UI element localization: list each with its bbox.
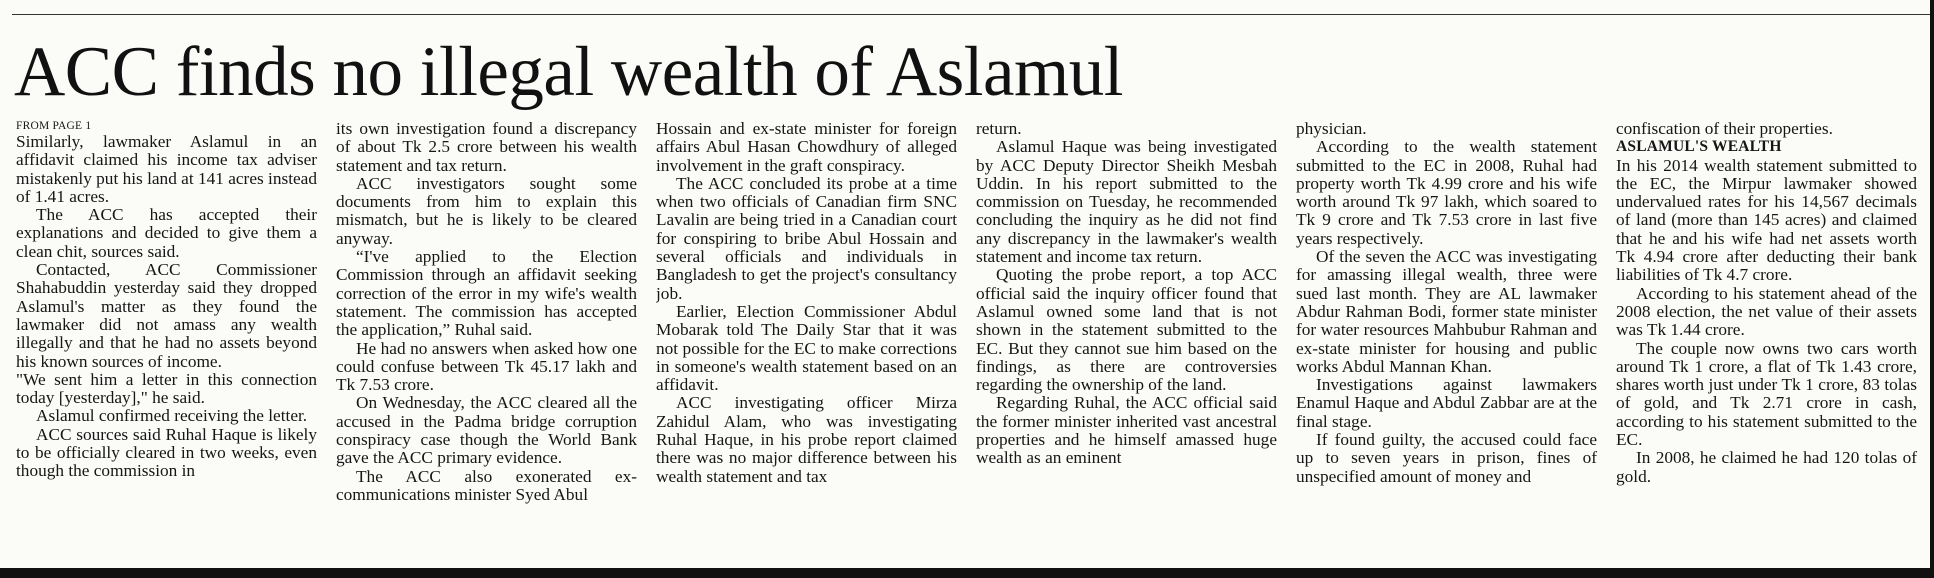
paragraph: Similarly, lawmaker Aslamul in an affidavit claimed his income tax adviser mistakenly put his land at 141 acres instead of 1.41 acres. xyxy=(16,132,317,206)
column-5 xyxy=(1296,120,1597,568)
paragraph: its own investigation found a discrepancy of about Tk 2.5 crore between his wealth statement and tax return. xyxy=(336,120,637,175)
subheading: ASLAMUL'S WEALTH xyxy=(1616,138,1782,156)
paragraph: ACC investigating officer Mirza Zahidul Alam, who was investigating Ruhal Haque, in his probe report claimed there was no major difference between his wealth statement and tax xyxy=(656,393,957,486)
paragraph: Aslamul Haque was being investigated by ACC Deputy Director Sheikh Mesbah Uddin. In his report submitted to the commission on Tuesday, he recommended concluding the inquiry as he did not find any discrepancy in the lawmaker's wealth statement and income tax return. xyxy=(976,137,1277,267)
column-6 xyxy=(1616,120,1917,568)
paragraph: Hossain and ex-state minister for foreign affairs Abul Hasan Chowdhury of alleged involvement in the graft conspiracy. xyxy=(656,120,957,175)
kicker: FROM PAGE 1 xyxy=(16,120,92,132)
paragraph: Regarding Ruhal, the ACC official said the former minister inherited vast ancestral properties and he himself amassed huge wealth as an eminent xyxy=(976,393,1277,468)
paragraph: In his 2014 wealth statement submitted to the EC, the Mirpur lawmaker showed undervalued rates for his 14,567 decimals of land (more than 145 acres) and claimed that he and his wife had net assets worth Tk 4.94 crore after deducting their bank liabilities of Tk 4.7 crore. xyxy=(1616,155,1917,285)
paragraph: Aslamul confirmed receiving the letter. xyxy=(36,406,308,426)
top-rule xyxy=(12,14,1930,15)
paragraph: In 2008, he claimed he had 120 tolas of gold. xyxy=(1616,448,1917,486)
paragraph: "We sent him a letter in this connection today [yesterday]," he said. xyxy=(16,369,317,408)
paragraph: The ACC also exonerated ex-communications minister Syed Abul xyxy=(336,466,637,504)
article-body xyxy=(16,120,1920,568)
paragraph: confiscation of their properties. xyxy=(1616,120,1833,138)
column-4 xyxy=(976,120,1277,568)
paragraph: ACC investigators sought some documents from him to explain this mismatch, but he is likely to be cleared anyway. xyxy=(336,173,637,248)
clipped-text-strip xyxy=(0,0,1934,14)
paragraph: The ACC concluded its probe at a time when two officials of Canadian firm SNC Lavalin are being tried in a Canadian court for conspiring to bribe Abul Hossain and several officials and individuals in Bangladesh to get the project's consultancy job. xyxy=(656,173,957,303)
paragraph: return. xyxy=(976,120,1022,138)
paragraph: According to his statement ahead of the 2008 election, the net value of their assets was Tk 1.44 crore. xyxy=(1616,283,1917,340)
headline: ACC finds no illegal wealth of Aslamul xyxy=(14,33,1123,111)
paragraph: Investigations against lawmakers Enamul Haque and Abdul Zabbar are at the final stage. xyxy=(1296,375,1597,431)
page-edge-bottom xyxy=(0,568,1934,578)
paragraph: physician. xyxy=(1296,120,1367,138)
column-2 xyxy=(336,120,637,568)
paragraph: If found guilty, the accused could face up to seven years in prison, fines of unspecified amount of money and xyxy=(1296,430,1597,486)
paragraph: The ACC has accepted their explanations and decided to give them a clean chit, sources said. xyxy=(16,205,317,261)
paragraph: Earlier, Election Commissioner Abdul Mobarak told The Daily Star that it was not possible for the EC to make corrections in someone's wealth statement based on an affidavit. xyxy=(656,301,957,395)
paragraph: Contacted, ACC Commissioner Shahabuddin yesterday said they dropped Aslamul's matter as they found the lawmaker did not amass any wealth illegally and that he had no assets beyond his known sources of income. xyxy=(16,260,317,371)
paragraph: The couple now owns two cars worth around Tk 1 crore, a flat of Tk 1.43 crore, shares worth just under Tk 1 crore, 83 tolas of gold, and Tk 2.71 crore in cash, according to his statement submitted to the EC. xyxy=(1616,338,1917,450)
paragraph: ACC sources said Ruhal Haque is likely to be officially cleared in two weeks, even though the commission in xyxy=(16,424,317,481)
paragraph: He had no answers when asked how one could confuse between Tk 45.17 lakh and Tk 7.53 crore. xyxy=(336,338,637,395)
paragraph: According to the wealth statement submitted to the EC in 2008, Ruhal had property worth Tk 4.99 crore and his wife worth around Tk 97 lakh, which soared to Tk 9 crore and Tk 7.53 crore in last five years respectively. xyxy=(1296,137,1597,248)
page-edge-right xyxy=(1930,0,1934,578)
column-1 xyxy=(16,120,317,568)
paragraph: On Wednesday, the ACC cleared all the accused in the Padma bridge corruption conspiracy case though the World Bank gave the ACC primary evidence. xyxy=(336,393,637,468)
paragraph: Quoting the probe report, a top ACC official said the inquiry officer found that Aslamul owned some land that is not shown in the statement submitted to the EC. But they cannot sue him based on the findings, as there are controversies regarding the ownership of the land. xyxy=(976,265,1277,395)
paragraph: Of the seven the ACC was investigating for amassing illegal wealth, three were sued last month. They are AL lawmaker Abdur Rahman Bodi, former state minister for water resources Mahbubur Rahman and ex-state minister for housing and public works Abdul Mannan Khan. xyxy=(1296,247,1597,376)
column-3 xyxy=(656,120,957,568)
paragraph: “I've applied to the Election Commission through an affidavit seeking correction of the error in my wife's wealth statement. The commission has accepted the application,” Ruhal said. xyxy=(336,247,637,340)
